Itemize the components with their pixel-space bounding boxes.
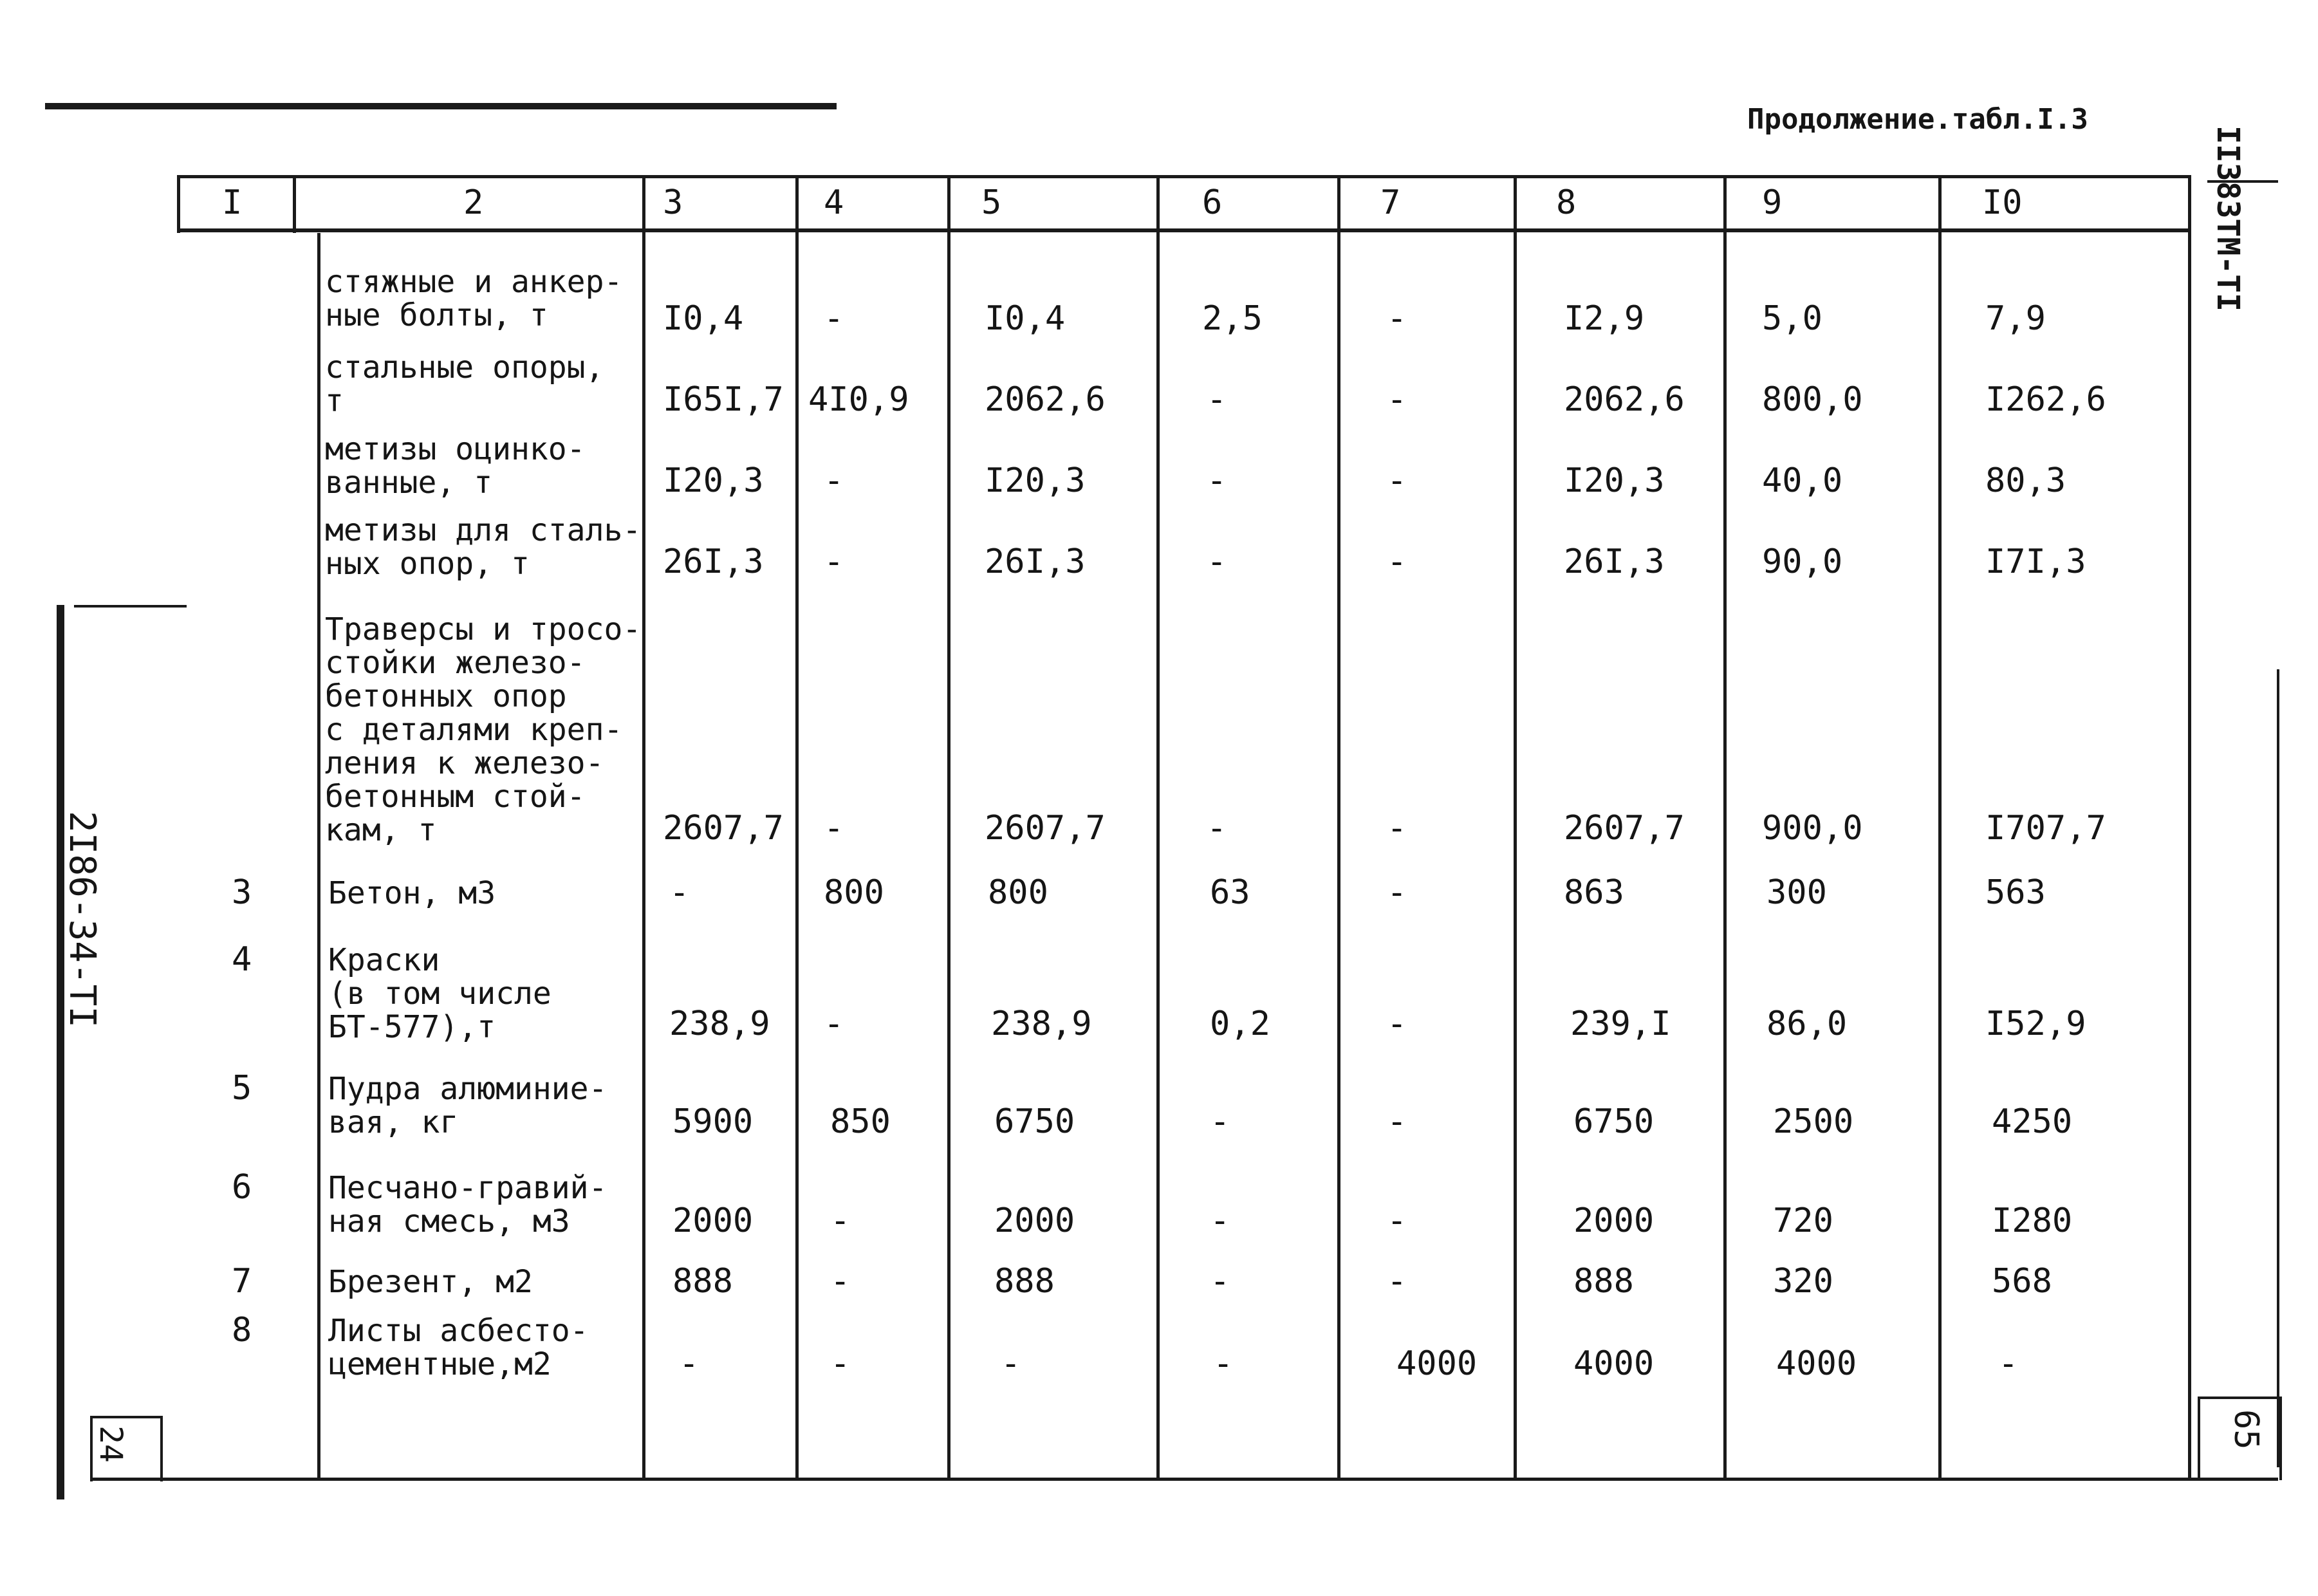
cell-col4: - xyxy=(824,809,844,848)
cell-col6: - xyxy=(1207,543,1227,581)
cell-col10: I280 xyxy=(1992,1202,2073,1240)
cell-col4: - xyxy=(830,1262,851,1301)
col-header-9: 9 xyxy=(1762,183,1783,222)
cell-col9: 720 xyxy=(1773,1202,1833,1240)
col-header-4: 4 xyxy=(824,183,844,222)
cell-col10: 568 xyxy=(1992,1262,2052,1301)
cell-col3: 238,9 xyxy=(669,1005,770,1043)
col-header-6: 6 xyxy=(1202,183,1223,222)
col-header-8: 8 xyxy=(1556,183,1577,222)
col-line-2 xyxy=(642,175,645,1478)
col-line-7 xyxy=(1514,175,1517,1478)
cell-col9: 300 xyxy=(1766,873,1827,912)
table-caption: Продолжение.табл.I.3 xyxy=(1747,103,2088,136)
cell-col7: 4000 xyxy=(1396,1344,1478,1383)
cell-col4: 4I0,9 xyxy=(808,380,909,419)
cell-col7: - xyxy=(1387,1102,1407,1141)
col-line-1b xyxy=(317,233,320,1478)
cell-col7: - xyxy=(1387,1005,1407,1043)
cell-col5: 26I,3 xyxy=(985,543,1086,581)
cell-col5: 888 xyxy=(994,1262,1055,1301)
cell-col6: - xyxy=(1207,809,1227,848)
col-line-8 xyxy=(1723,175,1727,1478)
row-number: 4 xyxy=(232,940,252,979)
cell-col3: I65I,7 xyxy=(663,380,784,419)
cell-col3: 2607,7 xyxy=(663,809,784,848)
cell-col6: - xyxy=(1207,461,1227,500)
cell-col10: I52,9 xyxy=(1985,1005,2086,1043)
cell-col9: 5,0 xyxy=(1762,299,1822,338)
cell-col4: - xyxy=(824,299,844,338)
table-top-line xyxy=(177,175,2188,178)
cell-col8: I2,9 xyxy=(1564,299,1645,338)
cell-col10: I7I,3 xyxy=(1985,543,2086,581)
cell-col6: - xyxy=(1210,1102,1230,1141)
cell-col10: 563 xyxy=(1985,873,2046,912)
cell-col3: - xyxy=(669,873,690,912)
cell-col8: 2607,7 xyxy=(1564,809,1685,848)
row-number: 3 xyxy=(232,873,252,912)
col-line-10 xyxy=(2188,175,2191,1478)
cell-col4: 800 xyxy=(824,873,884,912)
row-description: Бетон, м3 xyxy=(328,875,496,911)
col-line-6 xyxy=(1337,175,1340,1478)
cell-col9: 40,0 xyxy=(1762,461,1843,500)
cell-col4: - xyxy=(824,543,844,581)
cell-col8: 239,I xyxy=(1570,1005,1671,1043)
cell-col4: - xyxy=(830,1344,851,1383)
row-description: Брезент, м2 xyxy=(328,1264,533,1300)
cell-col7: - xyxy=(1387,299,1407,338)
table-bottom-line xyxy=(90,1478,2278,1481)
top-border-line xyxy=(45,103,837,109)
cell-col6: - xyxy=(1210,1202,1230,1240)
row-description: Пудра алюминие- вая, кг xyxy=(328,1071,607,1140)
col-line-1 xyxy=(293,175,296,233)
cell-col10: 80,3 xyxy=(1985,461,2066,500)
left-border-line xyxy=(57,605,64,1499)
cell-col3: 888 xyxy=(672,1262,733,1301)
cell-col7: - xyxy=(1387,543,1407,581)
cell-col7: - xyxy=(1387,1262,1407,1301)
col-line-4 xyxy=(947,175,950,1478)
right-border-line xyxy=(2277,669,2279,1467)
cell-col9: 800,0 xyxy=(1762,380,1863,419)
row-number: 7 xyxy=(232,1262,252,1301)
cell-col6: - xyxy=(1207,380,1227,419)
col-header-7: 7 xyxy=(1380,183,1401,222)
cell-col4: - xyxy=(824,1005,844,1043)
cell-col5: - xyxy=(1001,1344,1021,1383)
cell-col6: 0,2 xyxy=(1210,1005,1270,1043)
cell-col8: 6750 xyxy=(1573,1102,1655,1141)
cell-col6: - xyxy=(1213,1344,1234,1383)
row-description: Краски (в том числе БТ-577),т xyxy=(328,942,552,1045)
row-number: 8 xyxy=(232,1311,252,1350)
cell-col10: 7,9 xyxy=(1985,299,2046,338)
row-description: стальные опоры, т xyxy=(325,349,604,419)
cell-col3: I20,3 xyxy=(663,461,764,500)
col-line-9 xyxy=(1938,175,1942,1478)
cell-col4: - xyxy=(824,461,844,500)
row-description: Траверсы и тросо- стойки железо- бетонных опор с деталями креп- ления к железо- бетонным стой- кам, т xyxy=(325,611,642,848)
col-header-10: I0 xyxy=(1982,183,2023,222)
cell-col9: 320 xyxy=(1773,1262,1833,1301)
col-line-3 xyxy=(795,175,799,1478)
cell-col8: 863 xyxy=(1564,873,1624,912)
cell-col8: 2000 xyxy=(1573,1202,1655,1240)
cell-col3: 5900 xyxy=(672,1102,754,1141)
page-number-right: 65 xyxy=(2227,1409,2265,1450)
cell-col7: - xyxy=(1387,809,1407,848)
cell-col3: 2000 xyxy=(672,1202,754,1240)
doc-code-left: 2I86-34-ТI xyxy=(61,811,103,1028)
cell-col4: - xyxy=(830,1202,851,1240)
cell-col5: 800 xyxy=(988,873,1048,912)
cell-col5: 2062,6 xyxy=(985,380,1106,419)
row-description: Песчано-гравий- ная смесь, м3 xyxy=(328,1170,607,1239)
cell-col10: I262,6 xyxy=(1985,380,2106,419)
cell-col6: 63 xyxy=(1210,873,1250,912)
row-description: стяжные и анкер- ные болты, т xyxy=(325,264,623,333)
row-description: Листы асбесто- цементные,м2 xyxy=(328,1313,589,1382)
col-header-1: I xyxy=(222,183,243,222)
cell-col8: 2062,6 xyxy=(1564,380,1685,419)
col-line-0 xyxy=(177,175,180,233)
cell-col7: - xyxy=(1387,873,1407,912)
cell-col7: - xyxy=(1387,380,1407,419)
cell-col9: 86,0 xyxy=(1766,1005,1848,1043)
row-number: 6 xyxy=(232,1168,252,1207)
cell-col9: 900,0 xyxy=(1762,809,1863,848)
cell-col5: I0,4 xyxy=(985,299,1066,338)
cell-col6: - xyxy=(1210,1262,1230,1301)
cell-col5: 238,9 xyxy=(991,1005,1092,1043)
row-description: метизы оцинко- ванные, т xyxy=(325,431,586,501)
left-stub-line xyxy=(74,605,187,608)
cell-col7: - xyxy=(1387,461,1407,500)
cell-col3: 26I,3 xyxy=(663,543,764,581)
cell-col3: - xyxy=(679,1344,700,1383)
cell-col9: 4000 xyxy=(1776,1344,1857,1383)
cell-col6: 2,5 xyxy=(1202,299,1263,338)
cell-col10: I707,7 xyxy=(1985,809,2106,848)
cell-col4: 850 xyxy=(830,1102,891,1141)
cell-col10: - xyxy=(1998,1344,2019,1383)
cell-col8: 26I,3 xyxy=(1564,543,1665,581)
row-description: метизы для сталь- ных опор, т xyxy=(325,512,642,582)
doc-code-right: II383ТМ-ТI xyxy=(2210,125,2246,311)
cell-col5: 2000 xyxy=(994,1202,1075,1240)
cell-col8: 4000 xyxy=(1573,1344,1655,1383)
cell-col5: 2607,7 xyxy=(985,809,1106,848)
cell-col5: 6750 xyxy=(994,1102,1075,1141)
table-header-line xyxy=(177,228,2188,232)
page-number-left: 24 xyxy=(93,1425,129,1463)
cell-col7: - xyxy=(1387,1202,1407,1240)
cell-col8: I20,3 xyxy=(1564,461,1665,500)
row-number: 5 xyxy=(232,1069,252,1108)
col-line-5 xyxy=(1156,175,1160,1478)
cell-col9: 2500 xyxy=(1773,1102,1854,1141)
cell-col10: 4250 xyxy=(1992,1102,2073,1141)
cell-col5: I20,3 xyxy=(985,461,1086,500)
cell-col3: I0,4 xyxy=(663,299,744,338)
col-header-3: 3 xyxy=(663,183,683,222)
cell-col9: 90,0 xyxy=(1762,543,1843,581)
col-header-5: 5 xyxy=(981,183,1002,222)
col-header-2: 2 xyxy=(463,183,484,222)
cell-col8: 888 xyxy=(1573,1262,1634,1301)
